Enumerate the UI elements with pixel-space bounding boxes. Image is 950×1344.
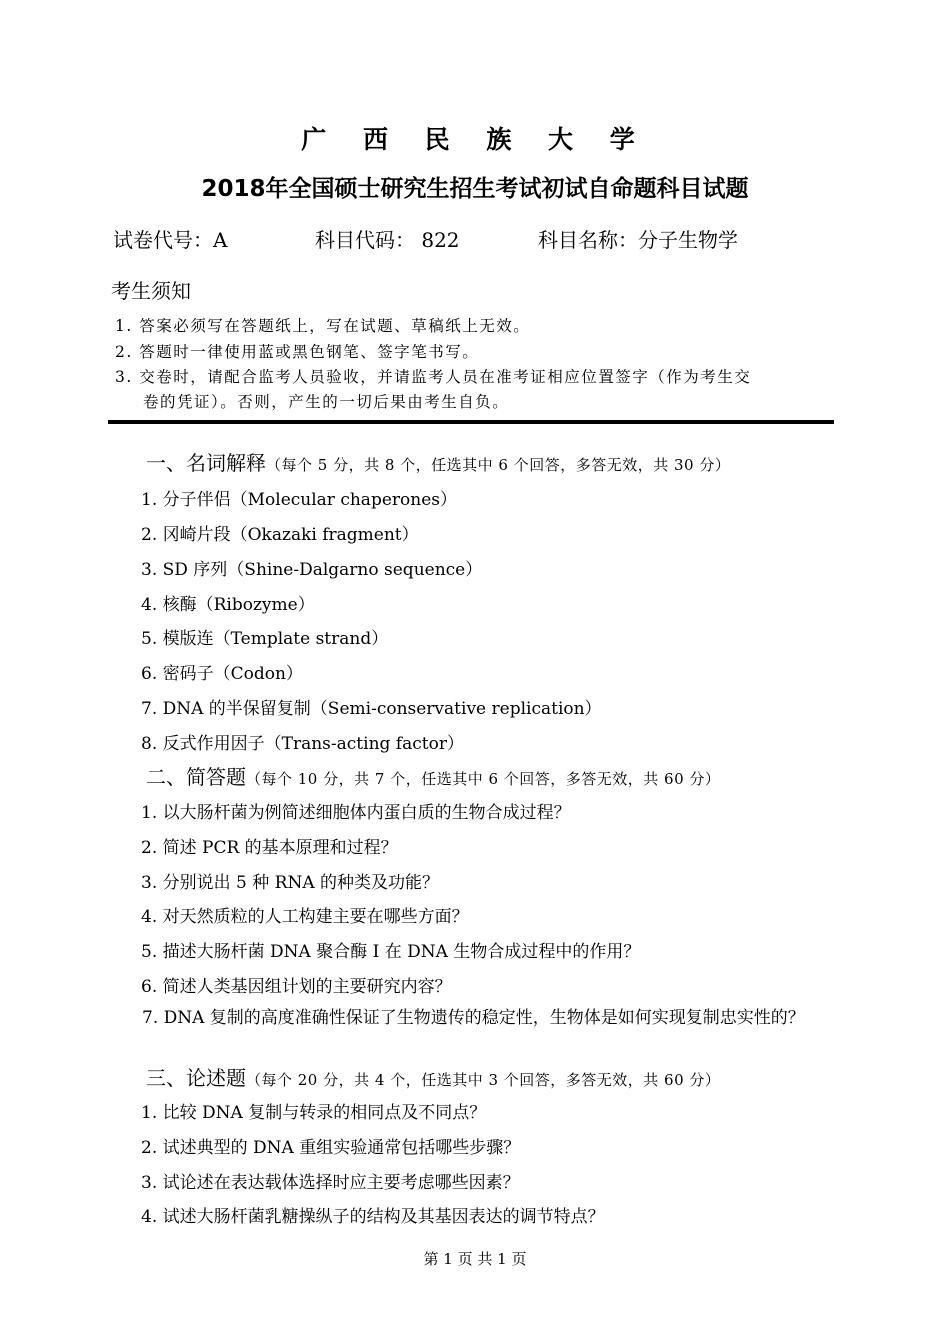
question-item: 8. 反式作用因子（Trans-acting factor） — [141, 734, 464, 754]
question-item: 1. 分子伴侣（Molecular chaperones） — [141, 490, 457, 510]
question-item: 7. DNA 的半保留复制（Semi-conservative replication） — [141, 699, 602, 719]
section-title: 二、简答题 — [146, 765, 246, 789]
question-item: 7. DNA 复制的高度准确性保证了生物遗传的稳定性，生物体是如何实现复制忠实性的？ — [142, 1008, 805, 1028]
page-number: 第 1 页 共 1 页 — [423, 1250, 527, 1268]
subject-name: 科目名称：分子生物学 — [538, 228, 738, 252]
question-item: 1. 比较 DNA 复制与转录的相同点及不同点？ — [141, 1103, 487, 1123]
notice-item: 2. 答题时一律使用蓝或黑色钢笔、签字笔书写。 — [115, 343, 480, 361]
notice-item: 1. 答案必须写在答题纸上，写在试题、草稿纸上无效。 — [115, 317, 531, 335]
notice-heading: 考生须知 — [111, 279, 191, 303]
notice-item: 3. 交卷时，请配合监考人员验收，并请监考人员在准考证相应位置签字（作为考生交 — [115, 368, 752, 386]
section-scoring-note: （每个 10 分，共 7 个，任选其中 6 个回答，多答无效，共 60 分） — [246, 770, 721, 788]
question-item: 5. 模版连（Template strand） — [141, 629, 389, 649]
paper-code: 试卷代号：A — [113, 228, 228, 252]
question-item: 1. 以大肠杆菌为例简述细胞体内蛋白质的生物合成过程？ — [141, 803, 571, 823]
question-item: 3. 分别说出 5 种 RNA 的种类及功能？ — [141, 873, 440, 893]
section-scoring-note: （每个 5 分，共 8 个，任选其中 6 个回答，多答无效，共 30 分） — [266, 456, 731, 474]
question-item: 2. 简述 PCR 的基本原理和过程？ — [141, 838, 398, 858]
question-item: 3. 试论述在表达载体选择时应主要考虑哪些因素？ — [141, 1173, 520, 1193]
divider-rule — [108, 420, 834, 424]
section-heading — [146, 1062, 720, 1091]
question-item: 6. 密码子（Codon） — [141, 664, 303, 684]
subject-code: 科目代码： 822 — [315, 228, 460, 252]
section-scoring-note: （每个 20 分，共 4 个，任选其中 3 个回答，多答无效，共 60 分） — [246, 1071, 721, 1089]
section-title: 三、论述题 — [146, 1066, 246, 1090]
exam-title: 2018年全国硕士研究生招生考试初试自命题科目试题 — [201, 176, 749, 202]
question-item: 5. 描述大肠杆菌 DNA 聚合酶 I 在 DNA 生物合成过程中的作用？ — [141, 942, 641, 962]
university-name: 广 西 民 族 大 学 — [301, 125, 649, 154]
notice-item: 卷的凭证）。否则，产生的一切后果由考生自负。 — [143, 393, 510, 411]
question-item: 4. 对天然质粒的人工构建主要在哪些方面？ — [141, 907, 469, 927]
question-item: 3. SD 序列（Shine-Dalgarno sequence） — [141, 560, 483, 580]
section-heading — [146, 447, 730, 476]
question-item: 4. 核酶（Ribozyme） — [141, 595, 315, 615]
question-item: 6. 简述人类基因组计划的主要研究内容？ — [141, 977, 452, 997]
section-heading — [146, 761, 720, 790]
question-item: 2. 试述典型的 DNA 重组实验通常包括哪些步骤？ — [141, 1138, 521, 1158]
question-item: 4. 试述大肠杆菌乳糖操纵子的结构及其基因表达的调节特点？ — [141, 1207, 605, 1227]
question-item: 2. 冈崎片段（Okazaki fragment） — [141, 525, 419, 545]
section-title: 一、名词解释 — [146, 451, 266, 475]
